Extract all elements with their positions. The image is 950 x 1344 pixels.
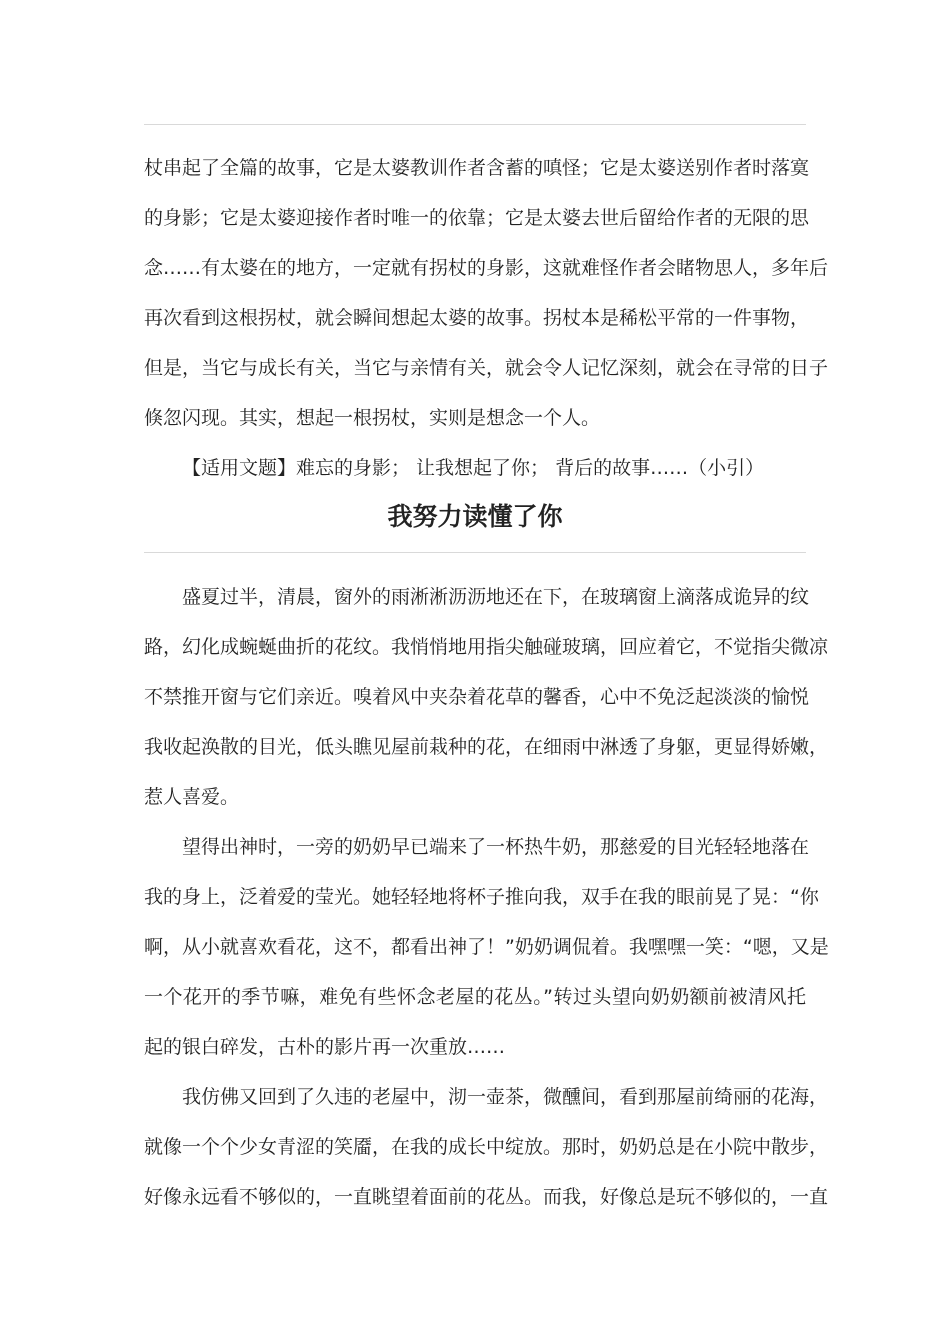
- paragraph-line: 但是，当它与成长有关，当它与亲情有关，就会令人记忆深刻，就会在寻常的日子: [144, 357, 829, 379]
- title-divider: [144, 552, 806, 553]
- paragraph-line: 就像一个个少女青涩的笑靥，在我的成长中绽放。那时，奶奶总是在小院中散步，: [144, 1136, 829, 1158]
- paragraph-line: 杖串起了全篇的故事，它是太婆教训作者含蓄的嗔怪；它是太婆送别作者时落寞: [144, 157, 810, 179]
- paragraph-line: 的身影；它是太婆迎接作者时唯一的依靠；它是太婆去世后留给作者的无限的思: [144, 207, 810, 229]
- topic-note: 【适用文题】难忘的身影； 让我想起了你； 背后的故事……（小引）: [182, 457, 765, 479]
- paragraph-line: 念……有太婆在的地方，一定就有拐杖的身影，这就难怪作者会睹物思人，多年后: [144, 257, 829, 279]
- paragraph-line: 我仿佛又回到了久违的老屋中，沏一壶茶，微醺间，看到那屋前绮丽的花海，: [182, 1086, 829, 1108]
- paragraph-line: 啊，从小就喜欢看花，这不，都看出神了！”奶奶调侃着。我嘿嘿一笑：“嗯，又是: [144, 936, 829, 958]
- paragraph-line: 再次看到这根拐杖，就会瞬间想起太婆的故事。拐杖本是稀松平常的一件事物，: [144, 307, 810, 329]
- top-divider: [144, 124, 806, 125]
- paragraph-line: 起的银白碎发，古朴的影片再一次重放……: [144, 1036, 506, 1058]
- article-title: 我努力读懂了你: [387, 502, 563, 531]
- paragraph-line: 望得出神时，一旁的奶奶早已端来了一杯热牛奶，那慈爱的目光轻轻地落在: [182, 836, 810, 858]
- paragraph-line: 一个花开的季节嘛，难免有些怀念老屋的花丛。”转过头望向奶奶额前被清风托: [144, 986, 806, 1008]
- paragraph-line: 好像永远看不够似的，一直眺望着面前的花丛。而我，好像总是玩不够似的，一直: [144, 1186, 829, 1208]
- previous-article-excerpt: [144, 143, 829, 493]
- paragraph-line: 路，幻化成蜿蜒曲折的花纹。我悄悄地用指尖触碰玻璃，回应着它，不觉指尖微凉: [144, 636, 829, 658]
- article-body: [144, 572, 829, 1222]
- paragraph-line: 我的身上，泛着爱的莹光。她轻轻地将杯子推向我，双手在我的眼前晃了晃：“你: [144, 886, 819, 908]
- paragraph-line: 盛夏过半，清晨，窗外的雨淅淅沥沥地还在下，在玻璃窗上滴落成诡异的纹: [182, 586, 810, 608]
- paragraph-line: 不禁推开窗与它们亲近。嗅着风中夹杂着花草的馨香，心中不免泛起淡淡的愉悦: [144, 686, 810, 708]
- paragraph-line: 我收起涣散的目光，低头瞧见屋前栽种的花，在细雨中淋透了身躯，更显得娇嫩，: [144, 736, 829, 758]
- paragraph-line: 倏忽闪现。其实，想起一根拐杖，实则是想念一个人。: [144, 407, 601, 429]
- paragraph-line: 惹人喜爱。: [144, 786, 240, 808]
